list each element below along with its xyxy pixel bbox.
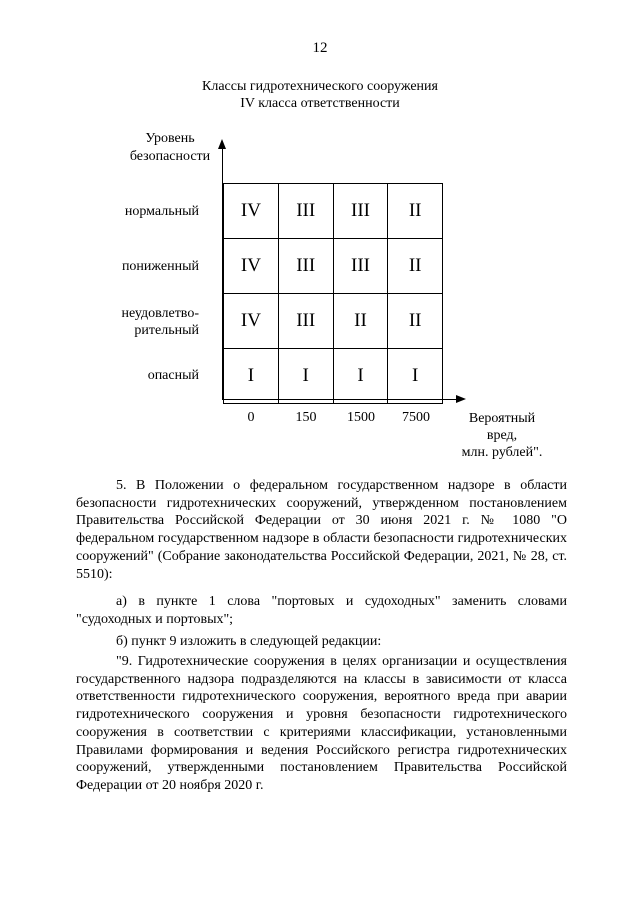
grid-row	[224, 184, 443, 239]
grid-cell: IV	[224, 184, 279, 239]
paragraph-text: а) в пункте 1 слова "портовых и судоходных" заменить словами "судоходных и портовых";	[76, 594, 567, 627]
grid-cell: III	[333, 239, 388, 294]
figure-title	[100, 78, 540, 112]
figure-title-line: IV класса ответственности	[240, 96, 400, 111]
grid-cell: II	[388, 294, 443, 349]
grid-cell: III	[278, 294, 333, 349]
grid-cell: II	[388, 239, 443, 294]
x-tick-label: 0	[247, 410, 255, 425]
row-label-line: опасный	[147, 368, 199, 383]
x-axis-arrow	[456, 395, 466, 403]
y-axis-label-line: безопасности	[129, 149, 211, 164]
grid-cell: III	[278, 184, 333, 239]
row-label-line: неудовлетво-	[121, 306, 199, 321]
grid-cell: IV	[224, 239, 279, 294]
x-axis-label-line: Вероятный	[468, 411, 536, 426]
grid-cell: III	[333, 184, 388, 239]
paragraph-text: 5. В Положении о федеральном государственном надзоре в области безопасности гидротехнических сооружений, утвержденном постановлением Правительства Российской Федерации от 30 июня 2021 г. № 1080 "О федеральном государственном надзоре в области безопасности гидротехнических сооружений" (Собрание законодательства Российской Федерации, 2021, № 28, ст. 5510):	[76, 478, 567, 582]
row-label-line: пониженный	[121, 259, 199, 274]
x-axis-label-line: вред,	[486, 428, 518, 443]
paragraph-text: "9. Гидротехнические сооружения в целях организации и осуществления государственного надзора подразделяются на классы в зависимости от класса ответственности гидротехнического сооружения, вероятного вреда при аварии гидротехнического сооружения и уровня безопасности гидротехнического сооружения в соответствии с критериями классификации, установленными Правилами формирования и ведения Российского регистра гидротехнических сооружений, утвержденными постановлением Правительства Российской Федерации от 20 ноября 2020 г.	[76, 654, 567, 793]
classification-table	[223, 183, 443, 404]
grid-row	[224, 294, 443, 349]
row-label-line: нормальный	[124, 204, 199, 219]
row-label-line: рительный	[134, 323, 199, 338]
x-axis-label-line: млн. рублей".	[461, 445, 543, 460]
row-label-reduced	[122, 258, 199, 275]
page-number: 12	[312, 40, 328, 56]
paragraph-text: б) пункт 9 изложить в следующей редакции:	[116, 634, 382, 649]
body-paragraph-9	[76, 653, 567, 795]
grid-cell: II	[388, 184, 443, 239]
grid-row	[224, 349, 443, 404]
body-paragraph-a	[76, 593, 567, 628]
grid-row	[224, 239, 443, 294]
grid-cell: II	[333, 294, 388, 349]
x-tick-label: 7500	[402, 410, 430, 425]
grid-cell: I	[278, 349, 333, 404]
y-axis-label-line: Уровень	[145, 131, 195, 146]
grid-cell: I	[224, 349, 279, 404]
x-tick-label: 150	[295, 410, 317, 425]
x-axis-label	[452, 410, 552, 461]
grid-cell: I	[388, 349, 443, 404]
row-label-dangerous	[148, 367, 199, 384]
body-paragraph-b	[76, 633, 567, 651]
grid-cell: IV	[224, 294, 279, 349]
row-label-unsatisfactory	[121, 305, 199, 339]
classification-grid	[223, 183, 443, 399]
row-label-normal	[125, 203, 199, 220]
body-paragraph-5	[76, 477, 567, 583]
grid-cell: I	[333, 349, 388, 404]
x-tick-label: 1500	[347, 410, 375, 425]
y-axis-label	[110, 130, 230, 166]
grid-cell: III	[278, 239, 333, 294]
figure-title-line: Классы гидротехнического сооружения	[202, 79, 438, 94]
